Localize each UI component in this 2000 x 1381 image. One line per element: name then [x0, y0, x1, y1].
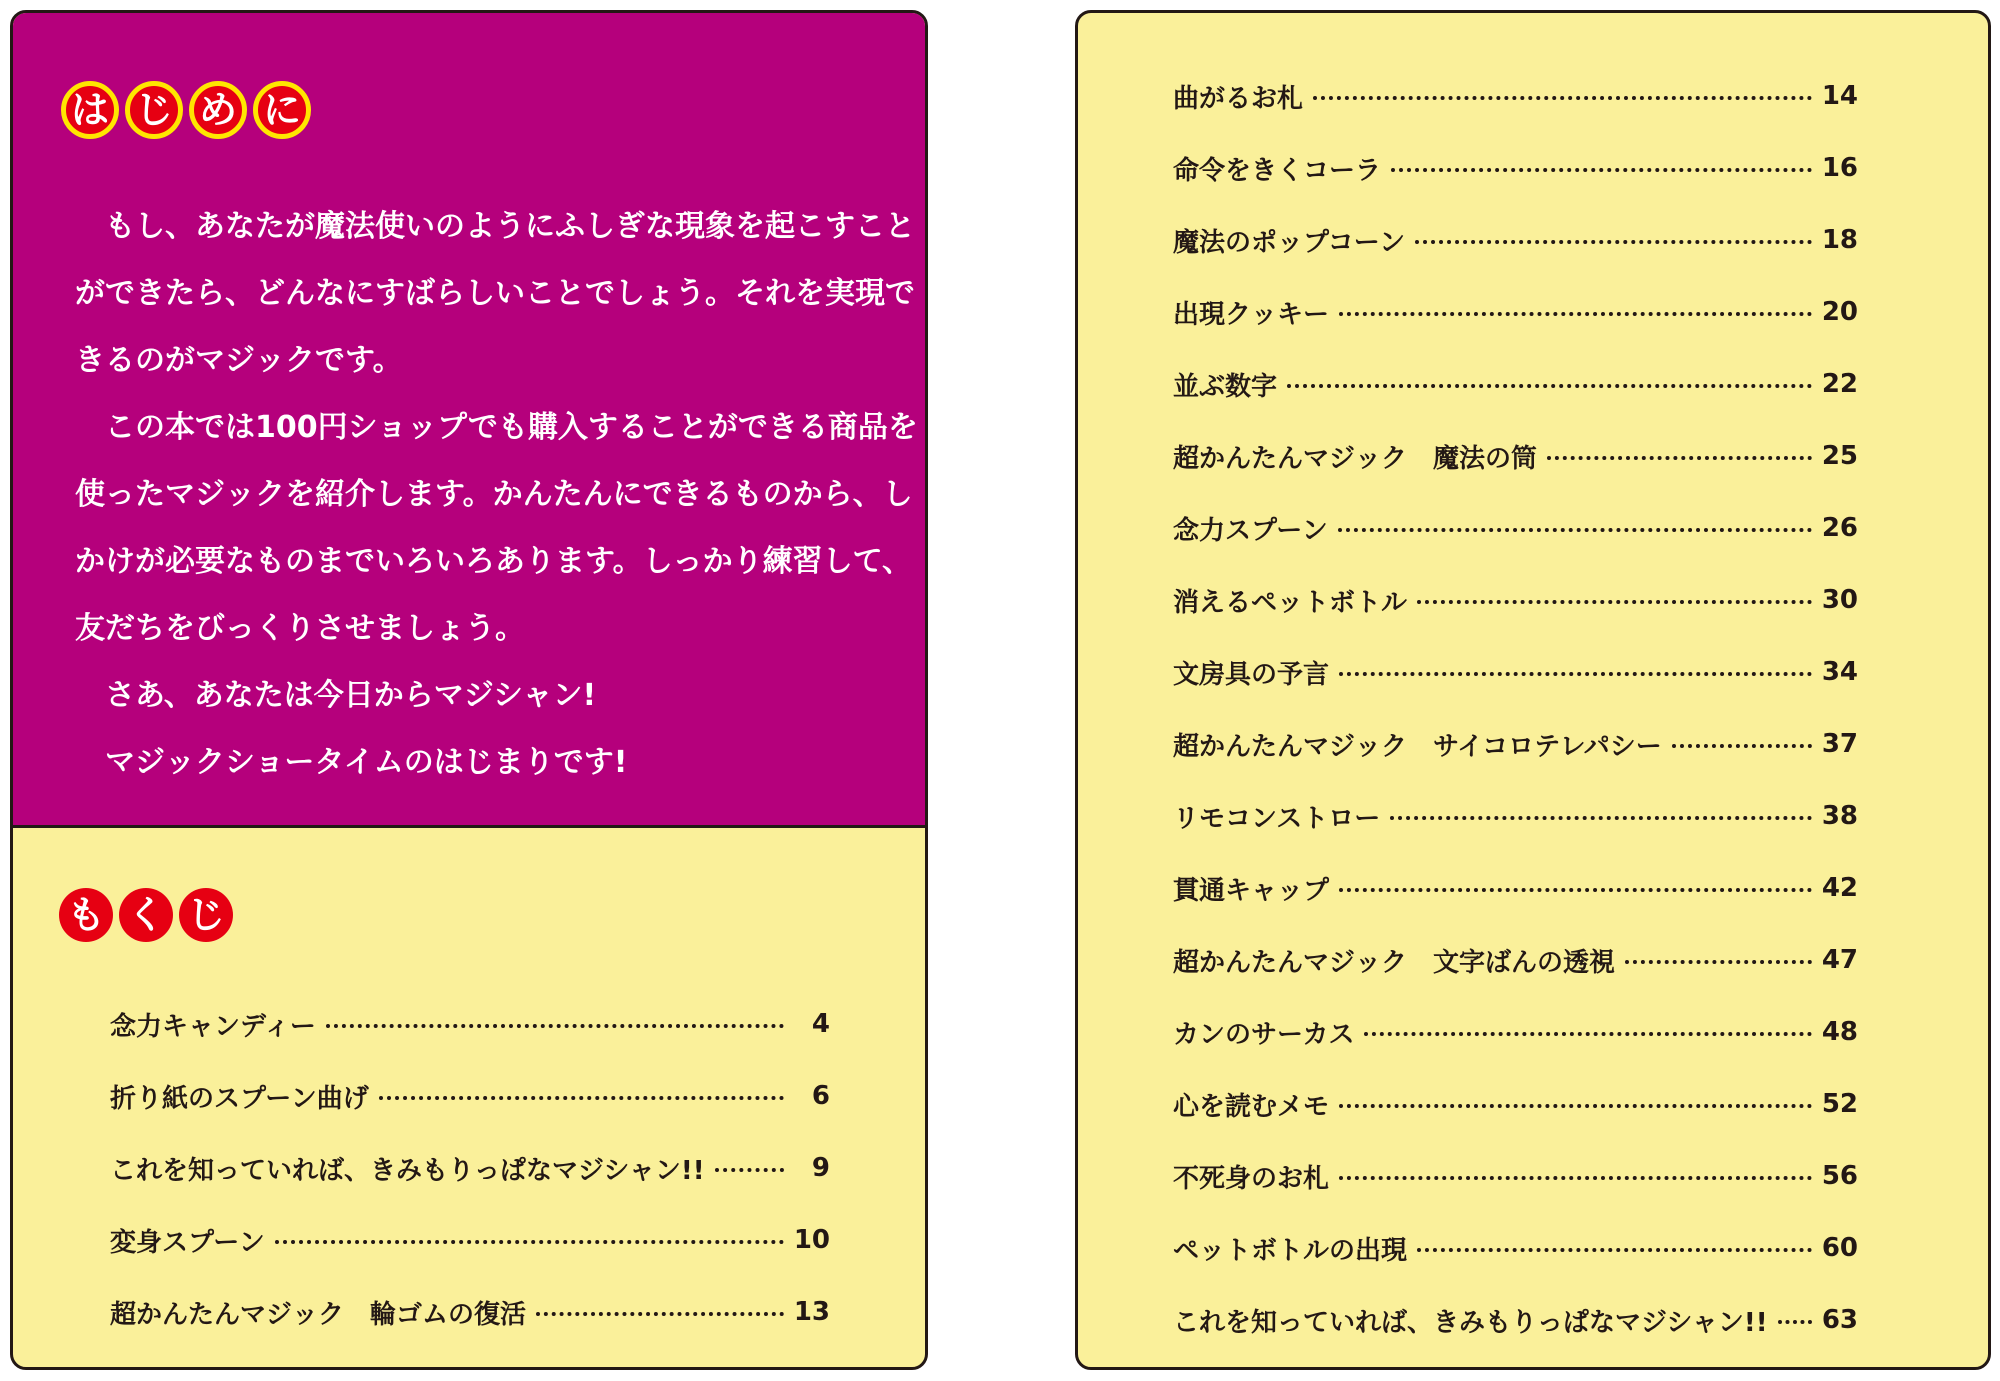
toc-entry-title: 貫通キャップ [1173, 875, 1330, 906]
toc-leader-dots [1339, 1176, 1812, 1180]
toc-entry[interactable] [1173, 1212, 1858, 1284]
toc-page-number: 20 [1821, 297, 1858, 327]
toc-entry[interactable] [1173, 492, 1858, 564]
toc-entry-title: 曲がるお札 [1173, 83, 1304, 114]
toc-page-number: 26 [1821, 513, 1858, 543]
toc-leader-dots [1778, 1320, 1812, 1324]
toc-entry-title: 超かんたんマジック 輪ゴムの復活 [110, 1299, 527, 1330]
toc-leader-dots [536, 1312, 784, 1316]
toc-list-left [110, 988, 830, 1348]
intro-section [13, 13, 925, 828]
toc-page-number: 48 [1821, 1017, 1858, 1047]
toc-leader-dots [1339, 312, 1812, 316]
toc-leader-dots [1313, 96, 1812, 100]
heading-char-badge: は [61, 81, 119, 139]
toc-entry-title: カンのサーカス [1173, 1019, 1355, 1050]
toc-page-number: 42 [1821, 873, 1858, 903]
intro-line: この本では100円ショップでも購入することができる商品を [105, 410, 918, 445]
toc-entry-title: 命令をきくコーラ [1173, 155, 1382, 186]
toc-page-number: 22 [1821, 369, 1858, 399]
toc-leader-dots [1287, 384, 1812, 388]
toc-entry-title: 超かんたんマジック 魔法の筒 [1173, 443, 1538, 474]
toc-leader-dots [1390, 816, 1812, 820]
toc-entry[interactable] [110, 1276, 830, 1348]
toc-leader-dots [1625, 960, 1812, 964]
toc-page-number: 14 [1821, 81, 1858, 111]
toc-leader-dots [715, 1168, 784, 1172]
toc-leader-dots [1417, 1248, 1812, 1252]
toc-page-number: 34 [1821, 657, 1858, 687]
toc-page-number: 16 [1821, 153, 1858, 183]
toc-leader-dots [1364, 1032, 1811, 1036]
toc-page-number: 18 [1821, 225, 1858, 255]
toc-entry-title: 文房具の予言 [1173, 659, 1330, 690]
toc-entry[interactable] [1173, 60, 1858, 132]
toc-page-number: 52 [1821, 1089, 1858, 1119]
toc-leader-dots [1672, 744, 1812, 748]
toc-entry[interactable] [1173, 132, 1858, 204]
toc-leader-dots [1547, 456, 1812, 460]
intro-line: さあ、あなたは今日からマジシャン! [105, 678, 597, 713]
toc-leader-dots [275, 1240, 784, 1244]
toc-entry[interactable] [1173, 348, 1858, 420]
toc-entry[interactable] [1173, 1140, 1858, 1212]
toc-entry[interactable] [1173, 204, 1858, 276]
toc-entry[interactable] [1173, 564, 1858, 636]
heading-char-badge: く [119, 888, 173, 942]
toc-entry[interactable] [1173, 708, 1858, 780]
heading-char-badge: に [253, 81, 311, 139]
toc-leader-dots [1339, 888, 1812, 892]
toc-entry-title: 出現クッキー [1173, 299, 1330, 330]
toc-page-number: 10 [793, 1225, 830, 1255]
toc-entry[interactable] [110, 988, 830, 1060]
toc-page-number: 63 [1821, 1305, 1858, 1335]
toc-entry-title: これを知っていれば、きみもりっぱなマジシャン!! [110, 1155, 705, 1186]
toc-page-number: 37 [1821, 729, 1858, 759]
toc-page-number: 47 [1821, 945, 1858, 975]
intro-line: ができたら、どんなにすばらしいことでしょう。それを実現で [75, 276, 915, 311]
toc-list-right [1173, 60, 1858, 1356]
toc-entry[interactable] [1173, 276, 1858, 348]
toc-entry-title: 変身スプーン [110, 1227, 265, 1258]
toc-entry-title: 消えるペットボトル [1173, 587, 1408, 618]
intro-body [75, 193, 918, 796]
heading-char-badge: じ [179, 888, 233, 942]
heading-char-badge: め [189, 81, 247, 139]
heading-char-badge: じ [125, 81, 183, 139]
toc-entry-title: ペットボトルの出現 [1173, 1235, 1408, 1266]
toc-entry[interactable] [1173, 780, 1858, 852]
intro-line: もし、あなたが魔法使いのようにふしぎな現象を起こすこと [105, 209, 915, 244]
toc-page-number: 56 [1821, 1161, 1858, 1191]
toc-page-number: 9 [811, 1153, 830, 1183]
toc-entry-title: 念力キャンディー [110, 1011, 316, 1042]
toc-page-number: 6 [811, 1081, 830, 1111]
toc-entry[interactable] [110, 1204, 830, 1276]
toc-leader-dots [1391, 168, 1812, 172]
toc-page-number: 60 [1821, 1233, 1858, 1263]
toc-entry[interactable] [1173, 636, 1858, 708]
intro-line: きるのがマジックです。 [75, 343, 403, 378]
toc-entry-title: 超かんたんマジック サイコロテレパシー [1173, 731, 1662, 762]
toc-leader-dots [326, 1024, 784, 1028]
toc-leader-dots [379, 1096, 784, 1100]
toc-leader-dots [1338, 528, 1812, 532]
heading-char-badge: も [59, 888, 113, 942]
intro-line: マジックショータイムのはじまりです! [105, 745, 628, 780]
intro-line: 使ったマジックを紹介します。かんたんにできるものから、し [75, 477, 913, 512]
toc-leader-dots [1417, 600, 1812, 604]
toc-page-number: 13 [793, 1297, 830, 1327]
toc-entry-title: 超かんたんマジック 文字ばんの透視 [1173, 947, 1616, 978]
toc-leader-dots [1339, 1104, 1812, 1108]
intro-heading [61, 81, 311, 139]
toc-entry-title: 念力スプーン [1173, 515, 1328, 546]
toc-leader-dots [1415, 240, 1812, 244]
toc-entry[interactable] [110, 1060, 830, 1132]
toc-entry[interactable] [1173, 996, 1858, 1068]
toc-entry-title: リモコンストロー [1173, 803, 1381, 834]
toc-entry-title: 心を読むメモ [1173, 1091, 1330, 1122]
toc-entry-title: 不死身のお札 [1173, 1163, 1330, 1194]
toc-page-number: 25 [1821, 441, 1858, 471]
toc-entry[interactable] [110, 1132, 830, 1204]
toc-entry-title: 並ぶ数字 [1173, 371, 1278, 402]
toc-entry-title: 折り紙のスプーン曲げ [110, 1083, 369, 1114]
intro-line: 友だちをびっくりさせましょう。 [75, 611, 525, 646]
toc-entry-title: これを知っていれば、きみもりっぱなマジシャン!! [1173, 1307, 1768, 1338]
intro-line: かけが必要なものまでいろいろあります。しっかり練習して、 [75, 544, 912, 579]
toc-page-number: 30 [1821, 585, 1858, 615]
toc-entry[interactable] [1173, 1068, 1858, 1140]
toc-entry[interactable] [1173, 852, 1858, 924]
toc-page-number: 38 [1821, 801, 1858, 831]
toc-entry[interactable] [1173, 924, 1858, 996]
toc-entry-title: 魔法のポップコーン [1173, 227, 1406, 258]
toc-heading [59, 888, 233, 942]
toc-leader-dots [1339, 672, 1812, 676]
toc-entry[interactable] [1173, 1284, 1858, 1356]
toc-page-number: 4 [811, 1009, 830, 1039]
toc-entry[interactable] [1173, 420, 1858, 492]
